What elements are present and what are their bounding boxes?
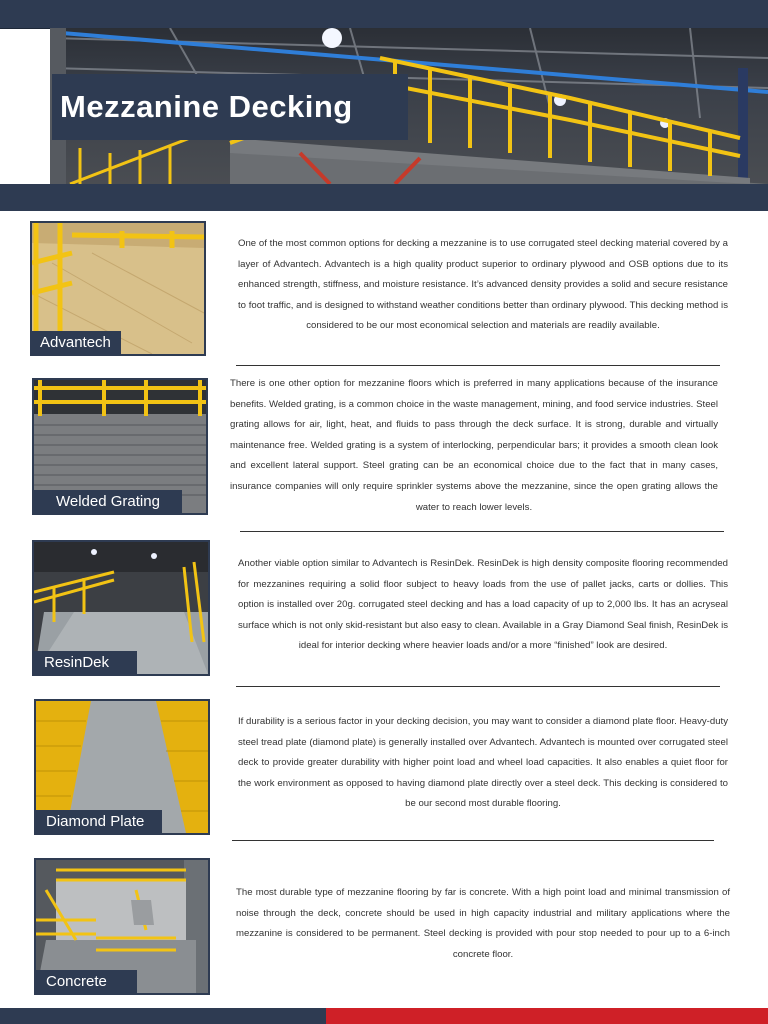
diamond-plate-photo (34, 699, 210, 835)
photo-label: Welded Grating (34, 490, 182, 513)
hero-title-box (52, 74, 408, 140)
resindek-description: Another viable option similar to Advantech is ResinDek. ResinDek is high density composite flooring recommended for mezzanines requiring a solid floor subject to heavy loads from the use of pallet jacks, carts or dollies. This option is installed over 20g. corrugated steel decking and has a load capacity of up to 2,000 lbs. It has an acryseal surface which is not only skid-resistant but also easy to clean. Available in a Gray Diamond Seal finish, ResinDek is ideal for interior decking where heavier loads and/or a more “finished” look are desired. (238, 558, 728, 652)
footer-bar-navy (0, 1008, 326, 1024)
header-band (0, 184, 768, 211)
section-divider (236, 686, 720, 687)
section-divider (240, 531, 724, 532)
photo-label: Concrete (36, 970, 137, 993)
advantech-description: One of the most common options for decking a mezzanine is to use corrugated steel decking material covered by a layer of Advantech. Advantech is a high quality product superior to ordinary plywood and OSB options due to its enhanced strength, stiffness, and moisture resistance. It’s advanced density provides a solid and secure resistance to foot traffic, and is designed to withstand weather conditions better than ordinary plywood. This decking method is considered to be our most economical selection and materials are readily available. (238, 238, 728, 332)
photo-label: Diamond Plate (36, 810, 162, 833)
concrete-photo (34, 858, 210, 995)
advantech-photo (30, 221, 206, 356)
photo-label: Advantech (32, 331, 121, 354)
photo-label: ResinDek (34, 651, 137, 674)
section-divider (236, 365, 720, 366)
welded-grating-photo (32, 378, 208, 515)
section-divider (232, 840, 714, 841)
concrete-description: The most durable type of mezzanine flooring by far is concrete. With a high point load and minimal transmission of noise through the deck, concrete should be used in high capacity industrial and military applications where the mezzanine is considered to be permanent. Steel decking is provided with pour stop needed to pour up to a 6-inch concrete floor. (236, 887, 730, 960)
page-title: Mezzanine Decking (60, 89, 353, 124)
welded-grating-description: There is one other option for mezzanine floors which is preferred in many applications because of the insurance benefits. Welded grating, is a common choice in the waste management, mining, and food service industries. Steel grating allows for air, light, heat, and fluids to pass through the deck surface. It is strong, durable and virtually maintenance free. Welded grating is a system of interlocking, perpendicular bars; it provides a smooth clean look and excellent lateral support. Steel grating can be an economical choice due to the fact that in many cases, insurance companies will only require sprinkler systems above the mezzanine, since the open grating allows the water to reach lower levels. (230, 378, 718, 513)
footer-bar-red (326, 1008, 768, 1024)
resindek-photo (32, 540, 210, 676)
top-header-bar (0, 0, 768, 29)
diamond-plate-description: If durability is a serious factor in your decking decision, you may want to consider a diamond plate floor. Heavy-duty steel tread plate (diamond plate) is generally installed over Advantech. Advantech is mounted over corrugated steel deck to provide greater durability with higher point load and wheel load capacities. It also enables a quiet floor for the work environment as opposed to having diamond plate directly over a steel deck. This decking is considered to be our second most durable flooring. (238, 716, 728, 810)
